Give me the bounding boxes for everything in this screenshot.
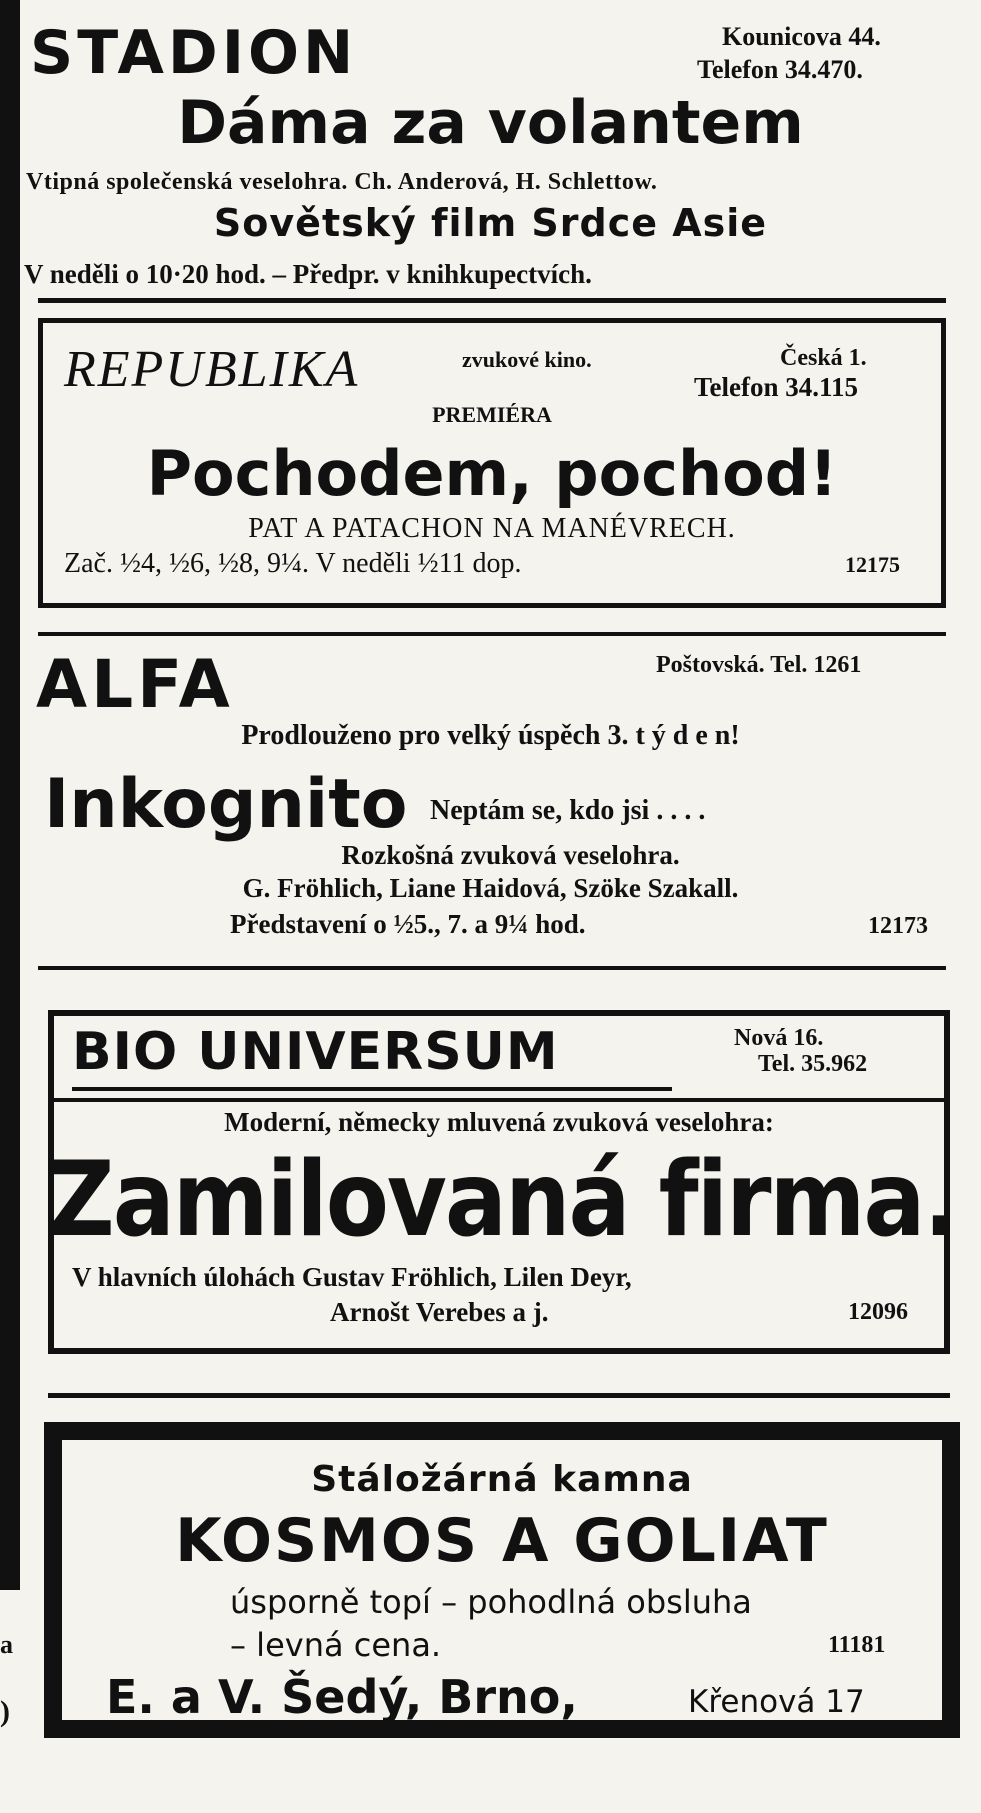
republika-subtitle: zvukové kino. <box>462 347 592 372</box>
republika-name: REPUBLIKA <box>64 341 360 398</box>
kosmos-seller-address: Křenová 17 <box>688 1684 865 1720</box>
universum-name: BIO UNIVERSUM <box>72 1022 559 1082</box>
stadion-showtime: V neděli o 10·20 hod. – Předpr. v knihkupectvích. <box>24 259 592 289</box>
divider <box>38 298 946 303</box>
universum-cast-line1: V hlavních úlohách Gustav Fröhlich, Lilen Deyr, <box>72 1262 632 1292</box>
universum-ad-number: 12096 <box>848 1299 908 1325</box>
divider <box>38 632 946 636</box>
universum-name-underline <box>72 1087 672 1091</box>
stadion-phone: Telefon 34.470. <box>697 55 863 84</box>
republika-showtimes: Zač. ½4, ½6, ½8, 9¼. V neděli ½11 dop. <box>64 548 522 579</box>
alfa-address: Poštovská. Tel. 1261 <box>656 652 862 678</box>
margin-fragment-1: a <box>0 1630 13 1659</box>
alfa-extended: Prodlouženo pro velký úspěch 3. t ý d e n! <box>241 720 740 751</box>
kosmos-product: KOSMOS A GOLIAT <box>175 1506 829 1576</box>
divider <box>48 1393 950 1398</box>
alfa-cast: G. Fröhlich, Liane Haidová, Szöke Szakall. <box>242 873 739 903</box>
universum-film-title: Zamilovaná firma. <box>48 1140 957 1260</box>
stadion-film-desc: Vtipná společenská veselohra. Ch. Anderová, H. Schlettow. <box>26 169 658 195</box>
kosmos-benefit1: úsporně topí – pohodlná obsluha <box>230 1583 752 1621</box>
universum-address: Nová 16. <box>734 1025 824 1051</box>
kosmos-seller: E. a V. Šedý, Brno, <box>106 1670 578 1724</box>
republika-premiere: PREMIÉRA <box>432 402 552 427</box>
republika-ad-number: 12175 <box>845 552 900 577</box>
stadion-film-title: Dáma za volantem <box>177 88 804 158</box>
universum-film-desc: Moderní, německy mluvená zvuková veselohra: <box>224 1107 774 1137</box>
alfa-name: ALFA <box>36 646 234 723</box>
stadion-name: STADION <box>30 18 358 88</box>
republika-film-desc: PAT A PATACHON NA MANÉVRECH. <box>248 513 736 544</box>
divider <box>38 966 946 970</box>
kosmos-headline: Stáložárná kamna <box>311 1459 693 1500</box>
universum-phone: Tel. 35.962 <box>758 1051 868 1077</box>
alfa-ad-number: 12173 <box>868 913 928 939</box>
margin-fragment-2: ) <box>0 1695 10 1728</box>
alfa-film-tagline: Neptám se, kdo jsi . . . . <box>430 795 706 826</box>
universum-header-rule <box>54 1098 944 1102</box>
universum-cast-line2: Arnošt Verebes a j. <box>330 1297 549 1327</box>
alfa-film-title: Inkognito <box>44 765 408 844</box>
stadion-second-film: Sovětský film Srdce Asie <box>213 201 768 245</box>
alfa-showtimes: Představení o ½5., 7. a 9¼ hod. <box>230 909 586 939</box>
kosmos-ad-number: 11181 <box>828 1632 886 1658</box>
republika-phone: Telefon 34.115 <box>694 372 859 402</box>
alfa-film-desc: Rozkošná zvuková veselohra. <box>341 840 680 870</box>
republika-address: Česká 1. <box>780 345 867 371</box>
republika-film-title: Pochodem, pochod! <box>146 437 838 510</box>
stadion-address: Kounicova 44. <box>722 22 881 51</box>
kosmos-benefit2: – levná cena. <box>230 1626 442 1664</box>
